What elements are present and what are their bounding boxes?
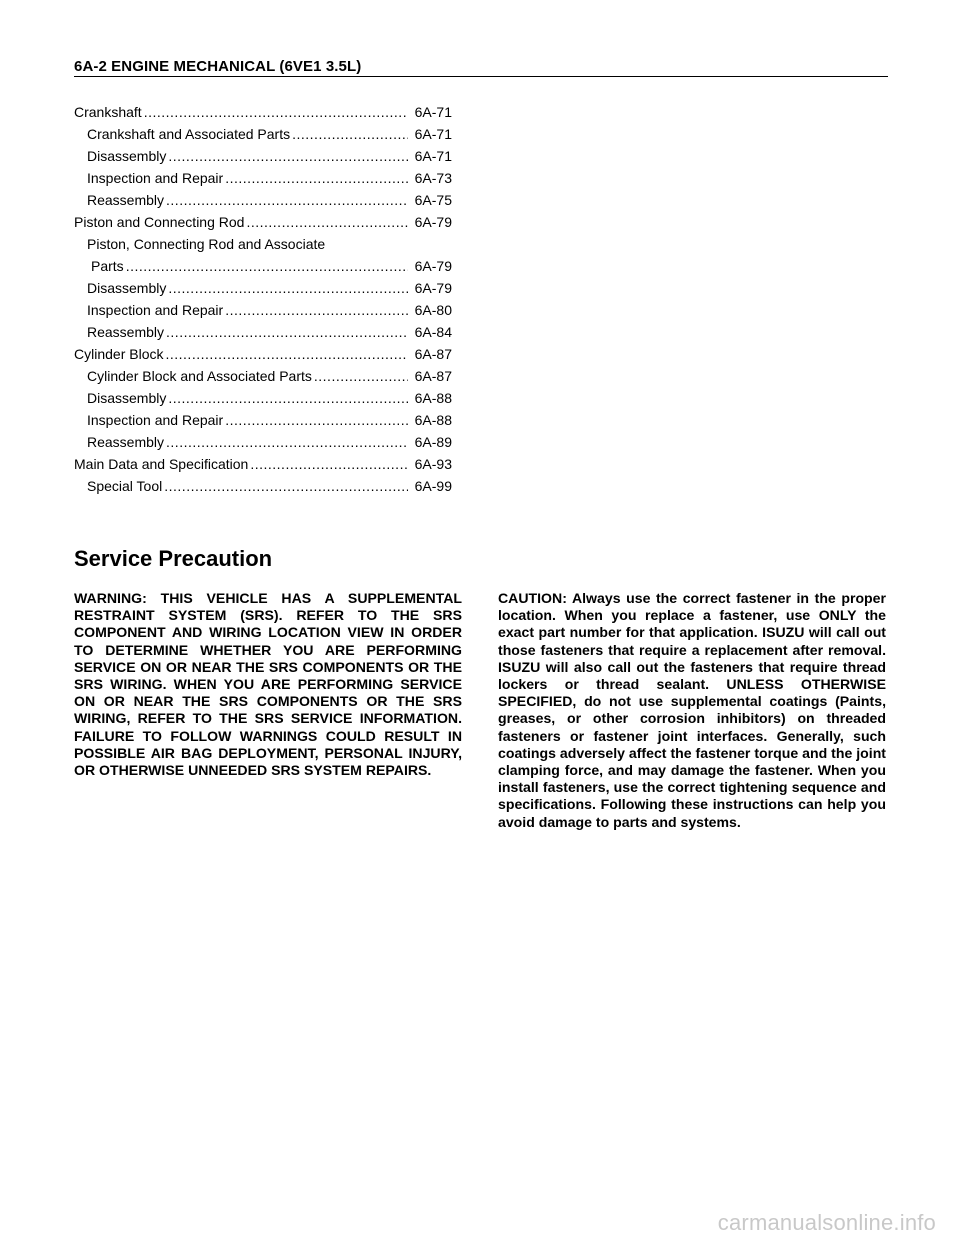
- warning-text: WARNING: THIS VEHICLE HAS A SUPPLEMENTAL RESTRAINT SYSTEM (SRS). REFER TO THE SRS COMPONENT AND WIRING LOCATION VIEW IN ORDER TO DETERMINE WHETHER YOU ARE PERFORMING SERVICE ON OR NEAR THE SRS COMPONENTS OR THE SRS WIRING. WHEN YOU ARE PERFORMING SERVICE ON OR NEAR THE SRS COMPONENTS OR THE SRS WIRING, REFER TO THE SRS SERVICE INFORMATION. FAILURE TO FOLLOW WARNINGS COULD RESULT IN POSSIBLE AIR BAG DEPLOYMENT, PERSONAL INJURY, OR OTHERWISE UNNEEDED SRS SYSTEM REPAIRS.: [74, 590, 462, 779]
- toc-leader-dots: [250, 455, 408, 473]
- toc-entry-title: Crankshaft and Associated Parts: [87, 126, 291, 142]
- toc-entry: [74, 345, 452, 367]
- toc-entry: [74, 301, 452, 323]
- toc-entry-title: Cylinder Block and Associated Parts: [87, 368, 312, 384]
- toc-entry-title: Disassembly: [87, 148, 167, 164]
- toc-leader-dots: [168, 279, 408, 297]
- toc-entry-page: 6A-99: [414, 478, 452, 494]
- toc-entry: [74, 147, 452, 169]
- toc-entry-page: 6A-88: [414, 412, 452, 428]
- toc-entry: [74, 103, 452, 125]
- toc-leader-dots: [314, 367, 408, 385]
- toc-leader-dots: [292, 125, 408, 143]
- toc-entry: [74, 455, 452, 477]
- toc-entry: [74, 477, 452, 499]
- toc-entry-page: 6A-84: [414, 324, 452, 340]
- section-title: Service Precaution: [74, 546, 273, 571]
- toc-entry-title: Parts: [91, 258, 124, 274]
- toc-entry-page: 6A-71: [414, 148, 452, 164]
- toc-entry-page: 6A-80: [414, 302, 452, 318]
- toc-entry-page: 6A-75: [414, 192, 452, 208]
- toc-entry: [74, 323, 452, 345]
- toc-entry-title: Disassembly: [87, 390, 167, 406]
- toc-leader-dots: [246, 213, 408, 231]
- page-header: 6A-2 ENGINE MECHANICAL (6VE1 3.5L): [74, 58, 362, 75]
- toc-leader-dots: [144, 103, 408, 121]
- toc-entry-title: Disassembly: [87, 280, 167, 296]
- toc-entry-page: 6A-71: [414, 126, 452, 142]
- header-rule: [74, 76, 888, 77]
- toc-entry-page: 6A-73: [414, 170, 452, 186]
- toc-entry: [74, 191, 452, 213]
- toc-entry-page: 6A-89: [414, 434, 452, 450]
- toc-entry-page: 6A-87: [414, 346, 452, 362]
- toc-entry: [74, 125, 452, 147]
- toc-entry-page: 6A-87: [414, 368, 452, 384]
- toc-entry: [74, 257, 452, 279]
- toc-entry-title: Inspection and Repair: [87, 170, 224, 186]
- toc-entry: [74, 411, 452, 433]
- toc-leader-dots: [168, 389, 408, 407]
- toc-leader-dots: [165, 345, 408, 363]
- toc-entry-title: Piston, Connecting Rod and Associate: [87, 236, 326, 252]
- toc-entry: [74, 279, 452, 301]
- toc-entry-page: 6A-79: [414, 280, 452, 296]
- toc-entry: [74, 169, 452, 191]
- toc-entry-title: Inspection and Repair: [87, 302, 224, 318]
- toc-entry-page: 6A-79: [414, 258, 452, 274]
- toc-entry: [74, 389, 452, 411]
- toc-entry-title: Reassembly: [87, 192, 165, 208]
- toc-leader-dots: [225, 301, 408, 319]
- toc-entry-page: 6A-88: [414, 390, 452, 406]
- toc-entry-title: Cylinder Block: [74, 346, 164, 362]
- table-of-contents: [74, 103, 452, 499]
- toc-entry-title: Reassembly: [87, 434, 165, 450]
- toc-entry: [74, 235, 452, 257]
- toc-leader-dots: [166, 323, 408, 341]
- watermark: carmanualsonline.info: [717, 1210, 936, 1235]
- toc-entry: [74, 367, 452, 389]
- toc-entry: [74, 213, 452, 235]
- toc-entry-page: 6A-93: [414, 456, 452, 472]
- toc-entry-title: Reassembly: [87, 324, 165, 340]
- toc-entry-page: 6A-71: [414, 104, 452, 120]
- toc-leader-dots: [168, 147, 408, 165]
- toc-leader-dots: [166, 191, 408, 209]
- toc-entry-title: Inspection and Repair: [87, 412, 224, 428]
- toc-entry-title: Main Data and Specification: [74, 456, 249, 472]
- toc-leader-dots: [126, 257, 408, 275]
- toc-entry-title: Piston and Connecting Rod: [74, 214, 245, 230]
- toc-leader-dots: [225, 169, 408, 187]
- toc-entry-page: 6A-79: [414, 214, 452, 230]
- toc-entry: [74, 433, 452, 455]
- caution-text: CAUTION: Always use the correct fastener in the proper location. When you replace a fastener, use ONLY the exact part number for that application. ISUZU will call out those fasteners that require a replacement after removal. ISUZU will also call out the fasteners that require thread lockers or thread sealant. UNLESS OTHERWISE SPECIFIED, do not use supplemental coatings (Paints, greases, or other corrosion inhibitors) on threaded fasteners or fastener joint interfaces. Generally, such coatings adversely affect the fastener torque and the joint clamping force, and may damage the fastener. When you install fasteners, use the correct tightening sequence and specifications. Following these instructions can help you avoid damage to parts and systems.: [498, 590, 886, 830]
- toc-leader-dots: [166, 433, 408, 451]
- toc-entry-title: Special Tool: [87, 478, 163, 494]
- toc-entry-title: Crankshaft: [74, 104, 142, 120]
- toc-leader-dots: [225, 411, 408, 429]
- toc-leader-dots: [164, 477, 408, 495]
